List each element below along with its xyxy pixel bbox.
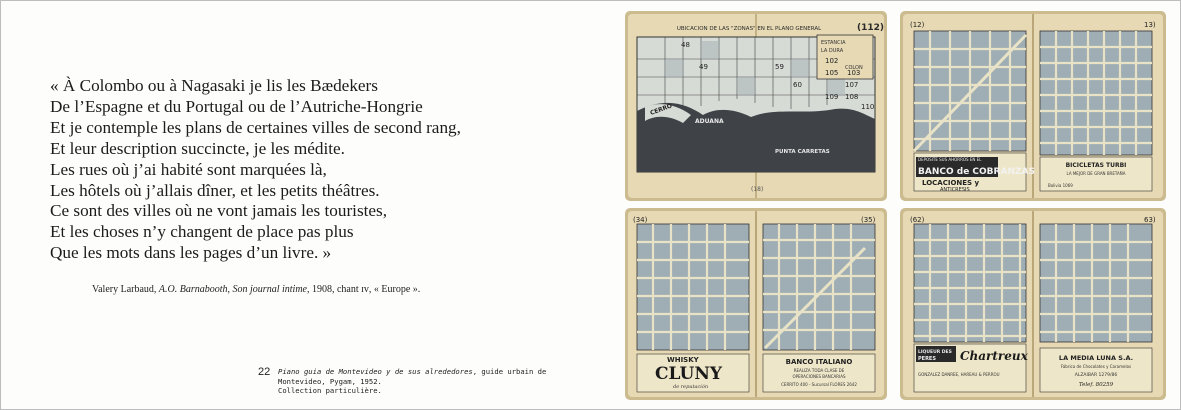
ad-banco-italiano-title: BANCO ITALIANO: [785, 358, 853, 366]
poem-citation: [92, 284, 420, 295]
poem-line: Les rues où j’ai habité sont marquées là,: [50, 159, 327, 179]
page-number: (34): [633, 216, 648, 224]
figure-caption: [278, 367, 598, 396]
legend-item: LA DURA: [821, 48, 844, 54]
ad-cluny-line3: de reputación: [673, 384, 709, 390]
page-number: 63): [1144, 216, 1156, 224]
ad-banco-italiano-line4: CERRITO 400 - Sucursal FLORES 2642: [781, 382, 857, 387]
ad-chartreux-line1: LIQUEUR DES: [918, 350, 952, 355]
zone-number: 103: [847, 69, 861, 77]
citation-work: A.O. Barnabooth: [158, 284, 228, 295]
map-label-aduana: ADUANA: [695, 118, 724, 125]
booklet-banco-cobranzas: [900, 11, 1166, 201]
citation-sep: ,: [227, 284, 233, 295]
ad-media-luna-line3: ALZAIBAR 1279/86: [1074, 373, 1118, 378]
ad-media-luna-line2: Fábrica de Chocolates y Caramelos: [1060, 364, 1132, 369]
ad-media-luna-title: LA MEDIA LUNA S.A.: [1058, 354, 1134, 362]
citation-author: Valery Larbaud,: [92, 284, 159, 295]
page-number: (12): [910, 21, 925, 29]
zone-number: 48: [681, 41, 690, 49]
page-number: (62): [910, 216, 925, 224]
ad-cobranzas-title: BANCO de COBRANZAS: [918, 167, 1035, 177]
poem-line: Et les choses n’y changent de place pas plus: [50, 222, 354, 242]
ad-chartreux-line2: PERES: [918, 356, 936, 362]
map-label-cerro: CERRO: [649, 102, 674, 117]
caption-title: Piano guia de Montevideo y de sus alrededores: [278, 367, 473, 376]
overview-page-number: (112): [857, 23, 885, 33]
booklet-cluny: [625, 208, 887, 400]
ad-cluny-line1: WHISKY: [667, 356, 699, 364]
poem-quote: [50, 76, 610, 264]
zone-number: 60: [793, 81, 802, 89]
ad-turbi-line3: Bolivia 1069: [1048, 183, 1073, 188]
ad-cobranzas-line1: DEPOSITE SUS AHORROS EN EL: [918, 157, 982, 162]
zone-number: 108: [845, 93, 859, 101]
zone-number: 49: [699, 63, 708, 71]
page-number: 13): [1144, 21, 1156, 29]
ad-chartreux-line4: GONZALEZ DANREE, HAREAU & PERROU: [918, 372, 1000, 377]
overview-map-photo: [625, 11, 887, 201]
zone-number: 102: [825, 57, 839, 65]
ad-chartreux-title: Chartreux: [960, 349, 1028, 363]
poem-line: Que les mots dans les pages d’un livre. »: [50, 243, 332, 263]
overview-header: UBICACION DE LAS "ZONAS" EN EL PLANO GENERAL: [676, 26, 822, 32]
booklet-chartreux: [900, 208, 1166, 400]
booklet-overview-map: [625, 11, 887, 201]
map-label-punta-carretas: PUNTA CARRETAS: [775, 149, 830, 155]
zone-number: 109: [825, 93, 839, 101]
poem-line: Et leur description succincte, je les médite.: [50, 138, 345, 158]
citation-journal: Son journal intime: [232, 284, 307, 295]
caption-rest: , guide urbain de Montevideo, Pygam, 1952.: [278, 367, 547, 386]
page-number: (35): [861, 216, 876, 224]
caption-collection: Collection particulière.: [278, 386, 382, 396]
zone-number: 110: [861, 103, 875, 111]
ad-cluny-title: CLUNY: [655, 364, 723, 384]
ad-turbi-line2: LA MEJOR DE GRAN BRETAÑA: [1066, 171, 1126, 176]
citation-rest: , 1908, chant ɪᴠ, « Europe ».: [306, 284, 421, 295]
cobranzas-map-photo: [900, 11, 1166, 201]
ad-banco-italiano-line3: OPERACIONES BANCARIAS: [792, 374, 846, 379]
poem-line: « À Colombo ou à Nagasaki je lis les Bædekers: [50, 76, 378, 95]
ad-banco-italiano-line2: REALIZA TODA CLASE DE: [793, 368, 845, 373]
poem-line: De l’Espagne et du Portugal ou de l’Autriche-Hongrie: [50, 96, 423, 116]
zone-number: 105: [825, 69, 839, 77]
legend-item: ESTANCIA: [821, 40, 846, 46]
overview-footer: (18): [751, 186, 764, 193]
legend-item: COLON: [845, 65, 863, 71]
poem-line: Les hôtels où j’allais dîner, et les petits théâtres.: [50, 180, 380, 200]
cluny-map-photo: [625, 208, 887, 400]
poem-line: Ce sont des villes où ne vont jamais les touristes,: [50, 201, 388, 221]
ad-turbi-title: BICICLETAS TURBI: [1065, 162, 1127, 169]
ad-cobranzas-line4: ANTICRESIS: [940, 187, 970, 193]
ad-cobranzas-line3: LOCACIONES y: [922, 179, 980, 187]
figure-number: 22: [258, 366, 271, 378]
chartreux-map-photo: [900, 208, 1166, 400]
zone-number: 107: [845, 81, 859, 89]
poem-line: Et je contemple les plans de certaines villes de second rang,: [50, 117, 461, 137]
ad-media-luna-line4: Telef. 80259: [1078, 382, 1114, 388]
zone-number: 59: [775, 63, 784, 71]
